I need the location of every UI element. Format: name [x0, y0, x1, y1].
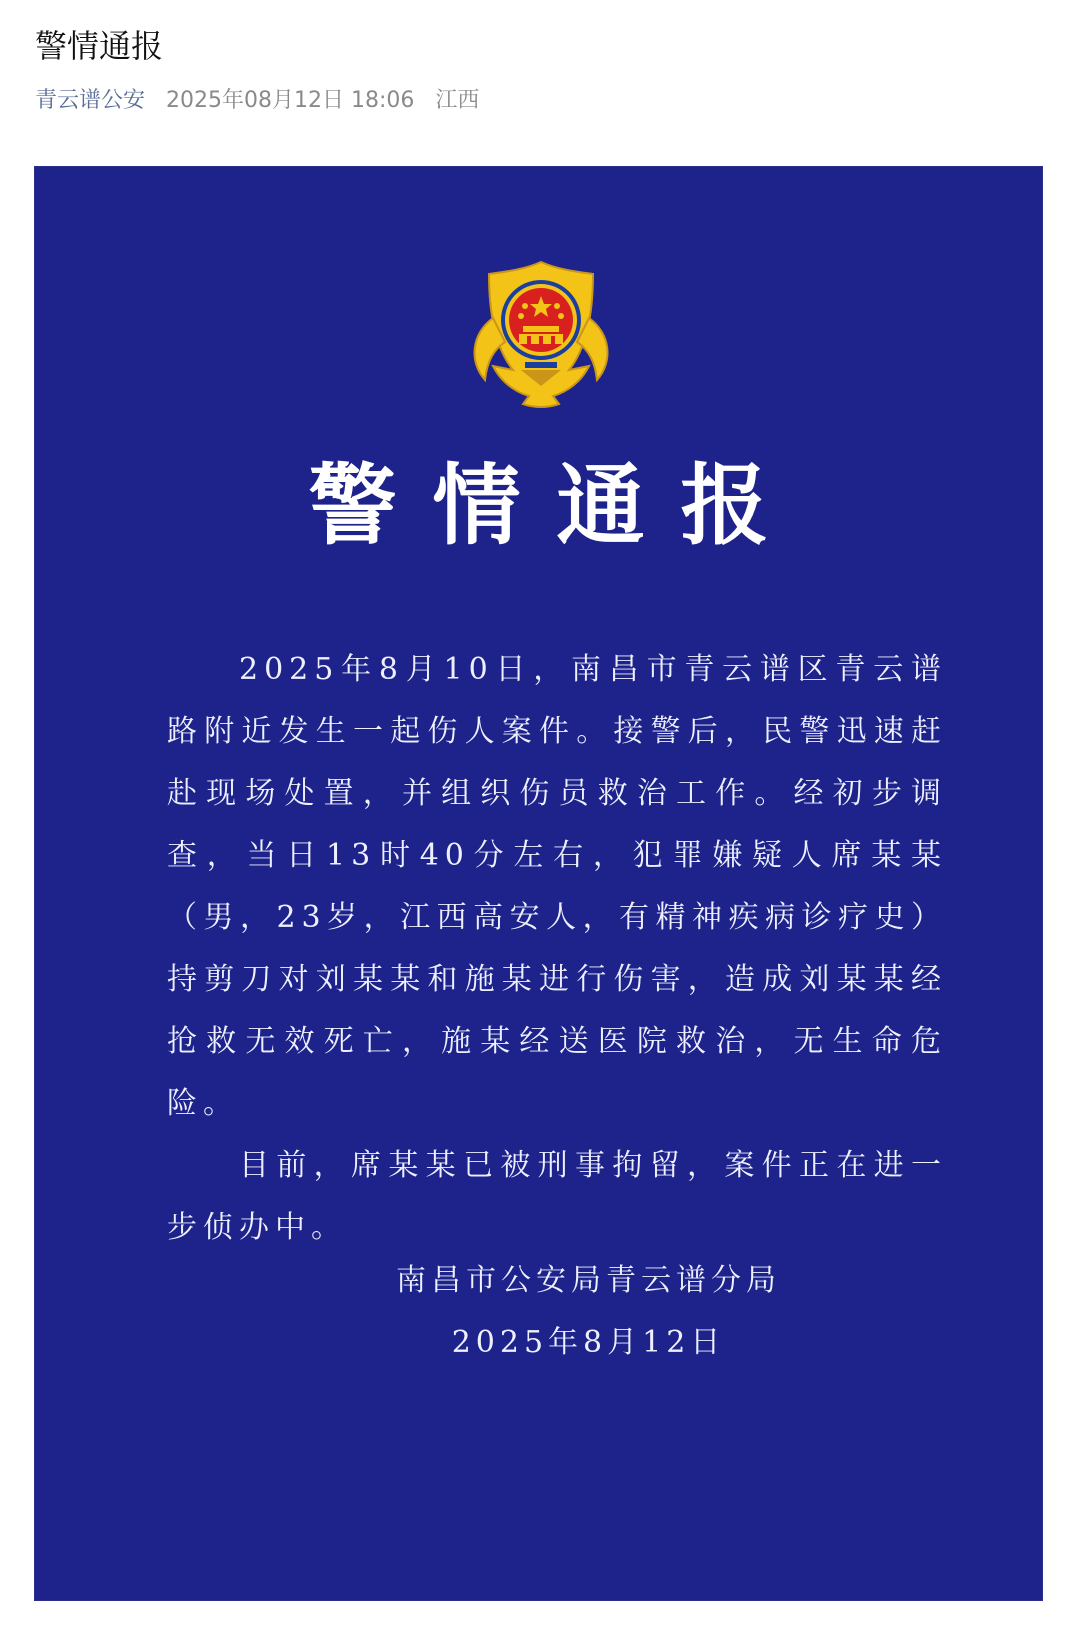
notice-paragraph: 2025年8月10日，南昌市青云谱区青云谱路附近发生一起伤人案件。接警后，民警迅速赶赴现场处置，并组织伤员救治工作。经初步调查，当日13时40分左右，犯罪嫌疑人席某某（男，23岁，江西高安人，有精神疾病诊疗史）持剪刀对刘某某和施某进行伤害，造成刘某某经抢救无效死亡，施某经送医院救治，无生命危险。 [167, 652, 947, 1121]
publish-time: 2025年08月12日 18:06 [166, 88, 415, 113]
notice-image[interactable] [34, 166, 1043, 1601]
article-meta [35, 86, 479, 116]
notice-paragraph: 目前，席某某已被刑事拘留，案件正在进一步侦办中。 [167, 1148, 947, 1245]
police-emblem-icon [463, 258, 619, 418]
signature-organization: 南昌市公安局青云谱分局 [396, 1263, 781, 1298]
notice-heading: 警情通报 [308, 453, 805, 557]
article-title: 警情通报 [35, 27, 164, 65]
notice-body [167, 639, 947, 1259]
signature-date: 2025年8月12日 [451, 1325, 726, 1360]
publish-location: 江西 [435, 88, 480, 113]
account-name-link[interactable]: 青云谱公安 [35, 88, 146, 113]
